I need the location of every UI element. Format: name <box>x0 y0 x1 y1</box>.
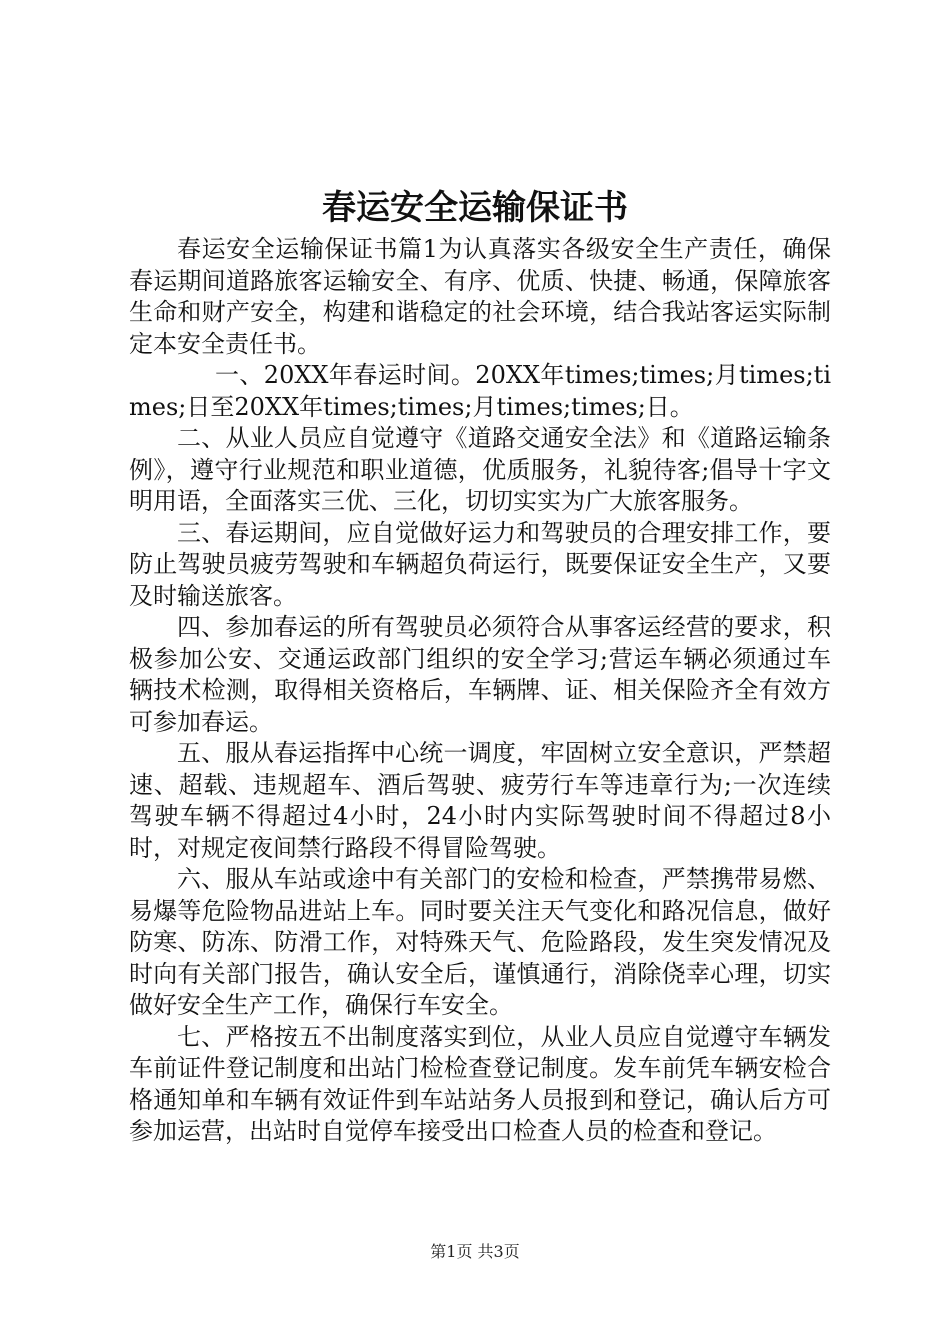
paragraph-section-7: 七、严格按五不出制度落实到位，从业人员应自觉遵守车辆发车前证件登记制度和出站门检检查登记制度。发车前凭车辆安检合格通知单和车辆有效证件到车站站务人员报到和登记，确认后方可参加运营，出站时自觉停车接受出口检查人员的检查和登记。 <box>129 1022 831 1145</box>
paragraph-section-6: 六、服从车站或途中有关部门的安检和检查，严禁携带易燃、易爆等危险物品进站上车。同时要关注天气变化和路况信息，做好防寒、防冻、防滑工作，对特殊天气、危险路段，发生突发情况及时向有关部门报告，确认安全后，谨慎通行，消除侥幸心理，切实做好安全生产工作，确保行车安全。 <box>129 865 831 1019</box>
paragraph-section-3: 三、春运期间，应自觉做好运力和驾驶员的合理安排工作，要防止驾驶员疲劳驾驶和车辆超负荷运行，既要保证安全生产，又要及时输送旅客。 <box>129 518 831 610</box>
document-title: 春运安全运输保证书 <box>322 188 628 228</box>
paragraph-intro: 春运安全运输保证书篇1为认真落实各级安全生产责任，确保春运期间道路旅客运输安全、有序、优质、快捷、畅通，保障旅客生命和财产安全，构建和谐稳定的社会环境，结合我站客运实际制定本安全责任书。 <box>129 235 831 358</box>
paragraph-section-5: 五、服从春运指挥中心统一调度，牢固树立安全意识，严禁超速、超载、违规超车、酒后驾驶、疲劳行车等违章行为;一次连续驾驶车辆不得超过4小时，24小时内实际驾驶时间不得超过8小时，对规定夜间禁行路段不得冒险驾驶。 <box>129 739 831 862</box>
paragraph-section-4: 四、参加春运的所有驾驶员必须符合从事客运经营的要求，积极参加公安、交通运政部门组织的安全学习;营运车辆必须通过车辆技术检测，取得相关资格后，车辆牌、证、相关保险齐全有效方可参加春运。 <box>129 613 831 736</box>
document-body <box>129 234 831 1148</box>
paragraph-section-1: 一、20XX年春运时间。20XX年times;times;月times;times;日至20XX年times;times;月times;times;日。 <box>129 361 831 421</box>
page-footer: 第1页 共3页 <box>430 1242 520 1261</box>
paragraph-section-2: 二、从业人员应自觉遵守《道路交通安全法》和《道路运输条例》，遵守行业规范和职业道德，优质服务，礼貌待客;倡导十字文明用语，全面落实三优、三化，切切实实为广大旅客服务。 <box>129 424 831 515</box>
